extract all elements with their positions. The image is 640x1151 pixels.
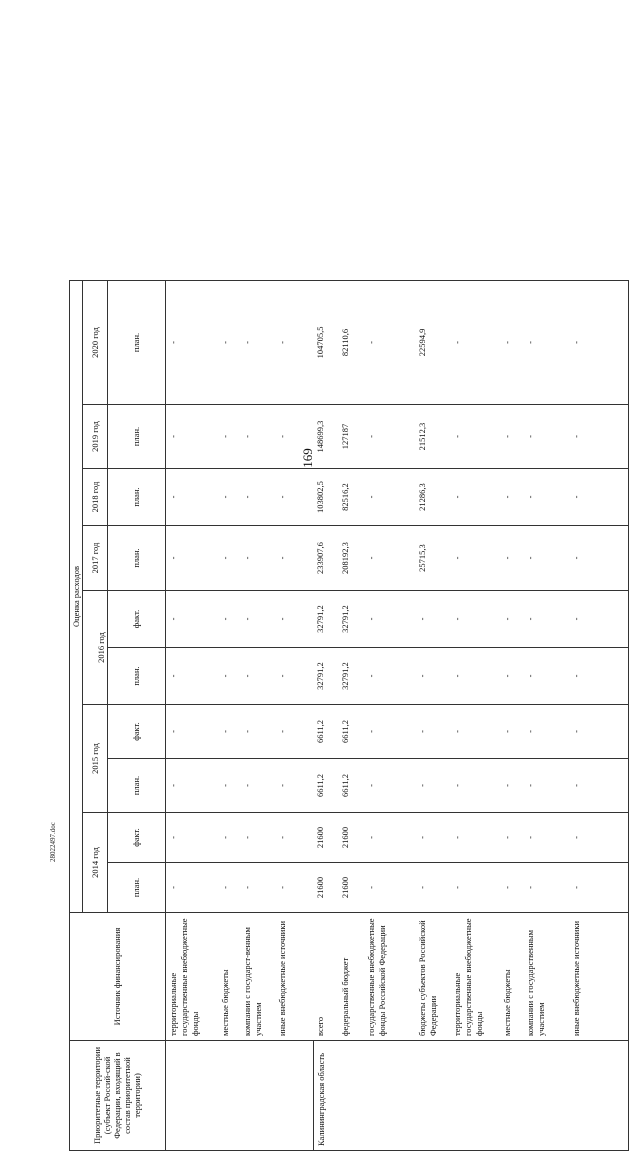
value-cell: - [569,705,628,759]
value-cell: - [500,863,522,913]
value-cell: - [364,526,415,591]
territory-cell [500,1041,522,1151]
value-cell: - [218,591,240,648]
value-cell: - [500,813,522,863]
value-cell: - [240,526,275,591]
table-row [275,280,314,1150]
value-cell: - [218,863,240,913]
value-cell: - [165,526,218,591]
header-source: Источник финансирования [70,913,166,1041]
value-cell: - [450,759,501,813]
territory-cell [275,1041,314,1151]
value-cell: - [523,863,570,913]
territory-cell [240,1041,275,1151]
header-plan: план. [107,405,165,469]
header-year-2017: 2017 год [83,526,108,591]
value-cell: - [500,405,522,469]
header-plan: план. [107,469,165,526]
value-cell: - [275,813,314,863]
value-cell: - [500,280,522,404]
value-cell: - [523,759,570,813]
value-cell: - [165,759,218,813]
value-cell: - [500,591,522,648]
value-cell: - [240,705,275,759]
value-cell: - [523,705,570,759]
value-cell: 82110,6 [338,280,364,404]
value-cell: - [450,863,501,913]
source-cell: иные внебюджетные источники [569,913,628,1041]
header-year-2018: 2018 год [83,469,108,526]
value-cell: 32791,2 [338,648,364,705]
value-cell: 103802,5 [313,469,337,526]
expense-estimate-table [69,280,629,1151]
value-cell: - [275,648,314,705]
value-cell: - [569,759,628,813]
territory-cell [450,1041,501,1151]
header-estimate: Оценка расходов [70,280,83,912]
value-cell: - [275,759,314,813]
header-plan: план. [107,759,165,813]
table-row [165,280,218,1150]
value-cell: 32791,2 [313,591,337,648]
value-cell: 21600 [313,813,337,863]
value-cell: - [500,705,522,759]
table-row [450,280,501,1150]
value-cell: - [240,648,275,705]
document-id: 28022497.doc [49,822,57,862]
value-cell: - [523,813,570,863]
value-cell: - [364,469,415,526]
value-cell: - [165,280,218,404]
value-cell: - [218,648,240,705]
source-cell: местные бюджеты [218,913,240,1041]
header-plan: план. [107,526,165,591]
value-cell: - [523,648,570,705]
value-cell: - [523,591,570,648]
value-cell: 21600 [338,863,364,913]
source-cell: всего [313,913,337,1041]
value-cell: - [275,405,314,469]
value-cell: - [364,648,415,705]
value-cell: - [364,280,415,404]
value-cell: - [165,813,218,863]
value-cell: - [218,280,240,404]
header-year-2016: 2016 год [95,591,108,705]
header-year-2015: 2015 год [83,705,108,813]
header-plan: план. [107,280,165,404]
value-cell: - [450,591,501,648]
value-cell: - [415,648,450,705]
table-row [240,280,275,1150]
value-cell: - [523,405,570,469]
value-cell: - [415,863,450,913]
value-cell: - [364,405,415,469]
value-cell: - [240,759,275,813]
source-cell: федеральный бюджет [338,913,364,1041]
header-territory: Приоритетные территории (субъект Россий-ской Федерации, входящий в состав приоритетной территории) [70,1041,166,1151]
value-cell: 104705,5 [313,280,337,404]
value-cell: - [218,469,240,526]
value-cell: - [275,705,314,759]
header-fact: факт. [107,591,165,648]
value-cell: - [523,469,570,526]
source-cell: компании с государст-венным участием [240,913,275,1041]
territory-cell: Калининградская область [313,1041,337,1151]
value-cell: - [450,705,501,759]
value-cell: - [165,648,218,705]
value-cell: - [240,405,275,469]
value-cell: 6611,2 [338,705,364,759]
table-row [569,280,628,1150]
value-cell: - [218,813,240,863]
value-cell: - [450,280,501,404]
value-cell: - [523,280,570,404]
value-cell: - [275,469,314,526]
value-cell: - [275,863,314,913]
value-cell: - [275,280,314,404]
table-row [415,280,450,1150]
header-year-2020: 2020 год [83,280,108,404]
value-cell: - [364,705,415,759]
header-year-2014: 2014 год [83,813,108,913]
value-cell: - [569,526,628,591]
value-cell: 6611,2 [313,759,337,813]
territory-cell [218,1041,240,1151]
value-cell: 21600 [313,863,337,913]
value-cell: - [364,759,415,813]
territory-cell [569,1041,628,1151]
header-plan: план. [107,863,165,913]
value-cell: 6611,2 [338,759,364,813]
value-cell: - [569,280,628,404]
value-cell: - [569,648,628,705]
value-cell: - [364,863,415,913]
table-row [500,280,522,1150]
value-cell: - [275,591,314,648]
value-cell: 21512,3 [415,405,450,469]
source-cell: бюджеты субъектов Российской Федерации [415,913,450,1041]
value-cell: - [275,526,314,591]
value-cell: 25715,3 [415,526,450,591]
value-cell: - [218,405,240,469]
value-cell: - [569,469,628,526]
value-cell: - [450,648,501,705]
territory-cell [165,1041,218,1151]
header-plan: план. [107,648,165,705]
value-cell: - [450,526,501,591]
table-body [165,280,629,1150]
territory-cell [364,1041,415,1151]
value-cell: 32791,2 [338,591,364,648]
value-cell: - [165,863,218,913]
source-cell: местные бюджеты [500,913,522,1041]
header-fact: факт. [107,813,165,863]
value-cell: - [415,759,450,813]
table-row [523,280,570,1150]
value-cell: - [240,280,275,404]
value-cell: 82516,2 [338,469,364,526]
value-cell: 21286,3 [415,469,450,526]
source-cell: государственные внебюджетные фонды Российской Федерации [364,913,415,1041]
territory-cell [523,1041,570,1151]
territory-cell [415,1041,450,1151]
value-cell: 208192,3 [338,526,364,591]
source-cell: территориальные государственные внебюджетные фонды [165,913,218,1041]
value-cell: - [450,405,501,469]
value-cell: 6611,2 [313,705,337,759]
header-fact: факт. [107,705,165,759]
value-cell: - [218,526,240,591]
value-cell: 233907,6 [313,526,337,591]
source-cell: территориальные государственные внебюджетные фонды [450,913,501,1041]
value-cell: - [500,469,522,526]
value-cell: - [569,863,628,913]
value-cell: 21600 [338,813,364,863]
source-cell: компании с государственным участием [523,913,570,1041]
value-cell: 148699,3 [313,405,337,469]
value-cell: - [240,591,275,648]
value-cell: - [450,813,501,863]
value-cell: 127187 [338,405,364,469]
value-cell: - [500,759,522,813]
rotated-table-container [69,281,629,1151]
value-cell: - [165,705,218,759]
value-cell: - [240,813,275,863]
header-year-2019: 2019 год [83,405,108,469]
value-cell: - [569,591,628,648]
header-estimate-sub [83,591,95,705]
value-cell: 32791,2 [313,648,337,705]
value-cell: - [165,591,218,648]
value-cell: - [165,405,218,469]
table-header [70,280,166,1150]
value-cell: - [415,705,450,759]
value-cell: - [165,469,218,526]
table-row [338,280,364,1150]
value-cell: - [240,469,275,526]
value-cell: - [218,705,240,759]
value-cell: - [240,863,275,913]
page-number: 169 [300,448,315,468]
table-row [313,280,337,1150]
value-cell: - [364,591,415,648]
value-cell: - [218,759,240,813]
value-cell: - [569,405,628,469]
value-cell: 22594,9 [415,280,450,404]
value-cell: - [364,813,415,863]
table-row [364,280,415,1150]
value-cell: - [523,526,570,591]
value-cell: - [500,648,522,705]
source-cell: иные внебюджетные источники [275,913,314,1041]
value-cell: - [500,526,522,591]
value-cell: - [415,591,450,648]
value-cell: - [415,813,450,863]
territory-cell [338,1041,364,1151]
table-row [218,280,240,1150]
value-cell: - [450,469,501,526]
value-cell: - [569,813,628,863]
